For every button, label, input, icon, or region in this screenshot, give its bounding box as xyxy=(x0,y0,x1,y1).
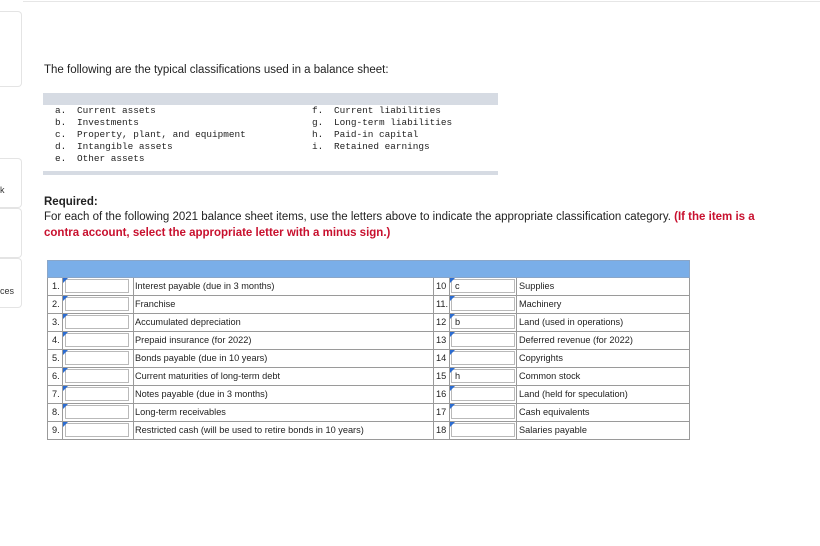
dropdown-flag-icon xyxy=(450,422,455,427)
classification-list xyxy=(43,93,498,175)
table-row xyxy=(47,278,690,296)
table-row xyxy=(47,422,690,440)
classification-footer-bar xyxy=(43,171,498,175)
item-number: 2. xyxy=(47,296,63,314)
item-number: 10 xyxy=(434,278,450,296)
classification-answer-input[interactable] xyxy=(451,351,515,365)
side-panel-label-1: k xyxy=(0,185,5,195)
answer-cell xyxy=(450,332,517,350)
item-number: 3. xyxy=(47,314,63,332)
item-description: Notes payable (due in 3 months) xyxy=(134,386,434,404)
dropdown-flag-icon xyxy=(63,332,68,337)
item-number: 17 xyxy=(434,404,450,422)
item-description: Supplies xyxy=(517,278,690,296)
classification-label: Intangible assets xyxy=(77,141,173,152)
side-panel-label-2: ces xyxy=(0,286,15,296)
dropdown-flag-icon xyxy=(63,386,68,391)
item-description: Accumulated depreciation xyxy=(134,314,434,332)
item-number: 7. xyxy=(47,386,63,404)
classification-header-bar xyxy=(43,93,498,105)
classification-answer-input[interactable] xyxy=(65,297,129,311)
answer-cell xyxy=(450,368,517,386)
classification-label: Long-term liabilities xyxy=(334,117,453,128)
classification-answer-input[interactable] xyxy=(65,315,129,329)
instructions xyxy=(44,210,784,241)
side-panel-card-4[interactable] xyxy=(0,258,22,308)
item-number: 12 xyxy=(434,314,450,332)
classification-label: Investments xyxy=(77,117,139,128)
item-number: 18 xyxy=(434,422,450,440)
side-panel-card-1[interactable] xyxy=(0,11,22,87)
classification-answer-input[interactable] xyxy=(451,315,515,329)
answer-cell xyxy=(450,278,517,296)
answer-cell xyxy=(63,386,134,404)
table-row xyxy=(47,332,690,350)
classification-letter: c. xyxy=(55,129,67,140)
classification-label: Current assets xyxy=(77,105,156,116)
classification-letter: g. xyxy=(312,117,324,128)
classification-letter: b. xyxy=(55,117,67,128)
answer-cell xyxy=(63,278,134,296)
answer-cell xyxy=(63,350,134,368)
classification-answer-input[interactable] xyxy=(65,387,129,401)
classification-letter: a. xyxy=(55,105,67,116)
classification-label: Current liabilities xyxy=(334,105,441,116)
dropdown-flag-icon xyxy=(450,296,455,301)
item-description: Franchise xyxy=(134,296,434,314)
item-description: Common stock xyxy=(517,368,690,386)
dropdown-flag-icon xyxy=(450,278,455,283)
classification-answer-input[interactable] xyxy=(65,333,129,347)
answer-grid xyxy=(47,260,690,441)
answer-cell xyxy=(63,296,134,314)
item-number: 9. xyxy=(47,422,63,440)
answer-cell xyxy=(63,332,134,350)
classification-answer-input[interactable] xyxy=(65,279,129,293)
table-row xyxy=(47,368,690,386)
classification-item xyxy=(55,117,139,128)
dropdown-flag-icon xyxy=(450,386,455,391)
required-heading: Required: xyxy=(44,196,98,208)
item-number: 8. xyxy=(47,404,63,422)
answer-cell xyxy=(450,386,517,404)
answer-cell xyxy=(450,404,517,422)
dropdown-flag-icon xyxy=(63,278,68,283)
dropdown-flag-icon xyxy=(63,422,68,427)
classification-letter: i. xyxy=(312,141,324,152)
item-description: Bonds payable (due in 10 years) xyxy=(134,350,434,368)
table-row xyxy=(47,386,690,404)
classification-answer-input[interactable] xyxy=(65,405,129,419)
item-description: Long-term receivables xyxy=(134,404,434,422)
classification-answer-input[interactable] xyxy=(65,423,129,437)
classification-label: Paid-in capital xyxy=(334,129,419,140)
item-number: 15 xyxy=(434,368,450,386)
answer-cell xyxy=(450,350,517,368)
item-description: Salaries payable xyxy=(517,422,690,440)
dropdown-flag-icon xyxy=(63,368,68,373)
dropdown-flag-icon xyxy=(450,404,455,409)
classification-item xyxy=(312,117,452,128)
dropdown-flag-icon xyxy=(450,314,455,319)
classification-answer-input[interactable] xyxy=(451,423,515,437)
item-description: Land (held for speculation) xyxy=(517,386,690,404)
contra-account-note: (If the item is a contra account, select the appropriate letter with a minus sign.) xyxy=(44,211,755,239)
classification-answer-input[interactable] xyxy=(65,369,129,383)
classification-answer-input[interactable] xyxy=(451,387,515,401)
item-description: Deferred revenue (for 2022) xyxy=(517,332,690,350)
item-description: Current maturities of long-term debt xyxy=(134,368,434,386)
classification-letter: e. xyxy=(55,153,67,164)
intro-text: The following are the typical classifications used in a balance sheet: xyxy=(44,64,389,76)
table-row xyxy=(47,350,690,368)
answer-cell xyxy=(63,422,134,440)
answer-cell xyxy=(450,296,517,314)
item-description: Land (used in operations) xyxy=(517,314,690,332)
side-panel-card-2[interactable] xyxy=(0,158,22,208)
dropdown-flag-icon xyxy=(63,350,68,355)
classification-label: Other assets xyxy=(77,153,145,164)
item-description: Prepaid insurance (for 2022) xyxy=(134,332,434,350)
answer-cell xyxy=(63,314,134,332)
classification-letter: f. xyxy=(312,105,324,116)
item-number: 16 xyxy=(434,386,450,404)
table-row xyxy=(47,296,690,314)
classification-answer-input[interactable] xyxy=(451,279,515,293)
answer-cell xyxy=(63,404,134,422)
item-description: Cash equivalents xyxy=(517,404,690,422)
table-row xyxy=(47,404,690,422)
answer-grid-header xyxy=(47,260,690,278)
item-number: 14 xyxy=(434,350,450,368)
classification-label: Retained earnings xyxy=(334,141,430,152)
classification-item xyxy=(312,129,418,140)
top-divider xyxy=(23,1,820,2)
item-number: 11. xyxy=(434,296,450,314)
item-number: 4. xyxy=(47,332,63,350)
item-description: Machinery xyxy=(517,296,690,314)
answer-cell xyxy=(63,368,134,386)
item-description: Restricted cash (will be used to retire bonds in 10 years) xyxy=(134,422,434,440)
dropdown-flag-icon xyxy=(450,332,455,337)
item-number: 13 xyxy=(434,332,450,350)
side-panel-card-3[interactable] xyxy=(0,208,22,258)
instructions-text: For each of the following 2021 balance sheet items, use the letters above to indicate the appropriate classification category. xyxy=(44,211,671,223)
item-description: Copyrights xyxy=(517,350,690,368)
classification-answer-input[interactable] xyxy=(65,351,129,365)
table-row xyxy=(47,314,690,332)
item-number: 1. xyxy=(47,278,63,296)
item-description: Interest payable (due in 3 months) xyxy=(134,278,434,296)
classification-item xyxy=(312,105,441,116)
classification-item xyxy=(55,129,246,140)
classification-label: Property, plant, and equipment xyxy=(77,129,246,140)
classification-letter: h. xyxy=(312,129,324,140)
classification-answer-input[interactable] xyxy=(451,297,515,311)
classification-item xyxy=(312,141,430,152)
classification-answer-input[interactable] xyxy=(451,369,515,383)
classification-item xyxy=(55,141,173,152)
dropdown-flag-icon xyxy=(63,296,68,301)
dropdown-flag-icon xyxy=(63,404,68,409)
dropdown-flag-icon xyxy=(450,368,455,373)
classification-item xyxy=(55,153,145,164)
dropdown-flag-icon xyxy=(450,350,455,355)
classification-answer-input[interactable] xyxy=(451,333,515,347)
answer-cell xyxy=(450,422,517,440)
dropdown-flag-icon xyxy=(63,314,68,319)
classification-letter: d. xyxy=(55,141,67,152)
item-number: 6. xyxy=(47,368,63,386)
item-number: 5. xyxy=(47,350,63,368)
classification-answer-input[interactable] xyxy=(451,405,515,419)
answer-cell xyxy=(450,314,517,332)
classification-item xyxy=(55,105,156,116)
